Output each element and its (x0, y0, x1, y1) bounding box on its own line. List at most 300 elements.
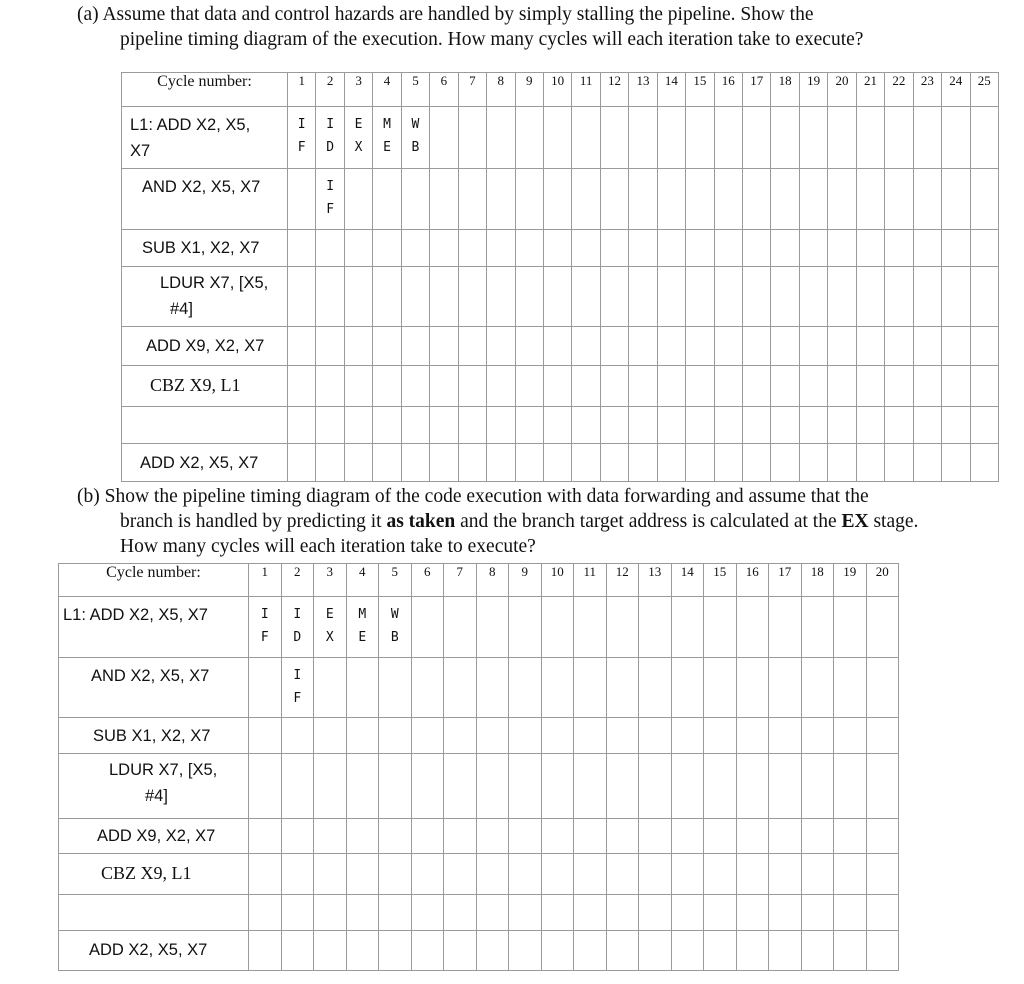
stage-cell (714, 267, 742, 327)
stage-cell (657, 407, 685, 444)
stage-cell (639, 931, 672, 971)
stage-cell (411, 658, 444, 718)
question-b-text: stage. (868, 511, 919, 532)
stage-letter: X (325, 630, 334, 645)
instruction-label (122, 444, 288, 482)
question-a-line-1: (a) Assume that data and control hazards are handled by simply stalling the pipeline. Show the (77, 4, 814, 25)
cycle-number-18: 18 (801, 564, 834, 597)
stage-cell (771, 407, 799, 444)
timing-table-a (121, 72, 999, 482)
stage-cell (671, 658, 704, 718)
stage-letter: E (383, 140, 391, 155)
stage-cell (736, 895, 769, 931)
stage-cell (543, 267, 571, 327)
stage-cell (743, 366, 771, 407)
instruction-label (59, 658, 249, 718)
stage-cell (249, 754, 282, 819)
stage-letter: M (358, 607, 367, 622)
stage-cell (411, 597, 444, 658)
stage-cell (346, 718, 379, 754)
cycle-number-9: 9 (509, 564, 542, 597)
question-b-emph-taken: as taken (386, 511, 456, 532)
stage-cell (686, 230, 714, 267)
stage-cell (629, 366, 657, 407)
stage-cell (344, 267, 372, 327)
stage-cell (600, 366, 628, 407)
stage-cell (543, 407, 571, 444)
stage-cell (444, 854, 477, 895)
stage-cell (866, 895, 899, 931)
stage-cell (344, 407, 372, 444)
stage-cell (629, 407, 657, 444)
stage-cell (771, 267, 799, 327)
stage-cell (487, 407, 515, 444)
stage-cell (430, 444, 458, 482)
stage-cell (314, 854, 347, 895)
stage-cell (288, 366, 316, 407)
timing-table-b (58, 563, 899, 971)
stage-cell (401, 107, 429, 169)
stage-cell (856, 327, 884, 366)
stage-cell (606, 854, 639, 895)
cycle-number-5: 5 (379, 564, 412, 597)
stage-cell (476, 754, 509, 819)
stage-cell (942, 366, 970, 407)
instruction-label (59, 854, 249, 895)
stage-cell (639, 658, 672, 718)
stage-cell (288, 107, 316, 169)
stage-cell (515, 107, 543, 169)
stage-cell (288, 230, 316, 267)
stage-cell (509, 895, 542, 931)
stage-cell (458, 407, 486, 444)
stage-letter: I (326, 179, 335, 194)
stage-cell (942, 169, 970, 230)
stage-cell (942, 107, 970, 169)
stage-cell (281, 819, 314, 854)
stage-cell (657, 107, 685, 169)
stage-cell (913, 407, 941, 444)
instruction-label (59, 895, 249, 931)
stage-cell (799, 267, 827, 327)
stage-cell (769, 895, 802, 931)
stage-cell (379, 854, 412, 895)
stage-cell (541, 931, 574, 971)
stage-cell (458, 327, 486, 366)
instruction-row (59, 658, 899, 718)
stage-cell (572, 169, 600, 230)
stage-cell (316, 230, 344, 267)
stage-cell (509, 658, 542, 718)
stage-cell (444, 754, 477, 819)
cycle-number-1: 1 (249, 564, 282, 597)
stage-cell (476, 718, 509, 754)
stage-cell (885, 107, 913, 169)
stage-cell (970, 366, 998, 407)
stage-letter: I (326, 117, 335, 132)
stage-cell (866, 931, 899, 971)
stage-cell (444, 718, 477, 754)
stage-cell (686, 107, 714, 169)
instruction-text: CBZ X9, L1 (101, 863, 192, 883)
stage-cell (736, 931, 769, 971)
stage-cell (515, 444, 543, 482)
instruction-text: X7 (130, 142, 151, 160)
stage-cell (314, 658, 347, 718)
stage-letter: E (358, 630, 367, 645)
stage-cell (671, 895, 704, 931)
cycle-number-22: 22 (885, 73, 913, 107)
stage-cell (769, 754, 802, 819)
stage-cell (606, 658, 639, 718)
stage-cell (799, 327, 827, 366)
stage-cell (458, 366, 486, 407)
cycle-number-4: 4 (373, 73, 401, 107)
stage-cell (444, 658, 477, 718)
instruction-text: ADD X2, X5, X7 (140, 454, 259, 472)
stage-cell (771, 444, 799, 482)
stage-cell (574, 754, 607, 819)
stage-cell (572, 327, 600, 366)
stage-cell (373, 366, 401, 407)
stage-cell (639, 754, 672, 819)
instruction-text: SUB X1, X2, X7 (93, 727, 211, 745)
stage-cell (704, 658, 737, 718)
stage-cell (686, 169, 714, 230)
cycle-number-17: 17 (769, 564, 802, 597)
stage-cell (379, 895, 412, 931)
stage-cell (657, 169, 685, 230)
stage-cell (828, 169, 856, 230)
stage-cell (913, 169, 941, 230)
stage-letter: W (411, 117, 420, 132)
stage-letter: I (293, 607, 302, 622)
stage-cell (574, 718, 607, 754)
cycle-number-15: 15 (686, 73, 714, 107)
stage-cell (913, 230, 941, 267)
stage-letter: D (293, 630, 302, 645)
cycle-number-14: 14 (671, 564, 704, 597)
stage-cell (314, 597, 347, 658)
stage-cell (913, 107, 941, 169)
cycle-number-10: 10 (541, 564, 574, 597)
instruction-label (59, 931, 249, 971)
stage-cell (834, 819, 867, 854)
stage-cell (828, 267, 856, 327)
stage-cell (509, 854, 542, 895)
cycle-number-23: 23 (913, 73, 941, 107)
instruction-label (122, 169, 288, 230)
cycle-number-25: 25 (970, 73, 998, 107)
stage-cell (885, 407, 913, 444)
stage-cell (600, 169, 628, 230)
stage-cell (799, 107, 827, 169)
stage-cell (373, 230, 401, 267)
stage-cell (885, 327, 913, 366)
stage-cell (346, 597, 379, 658)
stage-cell (316, 267, 344, 327)
cycle-number-15: 15 (704, 564, 737, 597)
stage-cell (346, 819, 379, 854)
instruction-row (122, 169, 999, 230)
stage-cell (430, 366, 458, 407)
question-a (77, 2, 863, 52)
stage-cell (401, 230, 429, 267)
stage-cell (799, 366, 827, 407)
stage-cell (373, 107, 401, 169)
stage-cell (671, 931, 704, 971)
stage-cell (401, 267, 429, 327)
stage-cell (288, 169, 316, 230)
stage-cell (281, 931, 314, 971)
stage-cell (515, 267, 543, 327)
stage-cell (444, 931, 477, 971)
stage-cell (801, 597, 834, 658)
stage-cell (430, 169, 458, 230)
stage-cell (411, 819, 444, 854)
cycle-number-14: 14 (657, 73, 685, 107)
stage-cell (574, 854, 607, 895)
cycle-number-9: 9 (515, 73, 543, 107)
stage-cell (743, 327, 771, 366)
stage-cell (458, 169, 486, 230)
stage-cell (657, 267, 685, 327)
stage-letter: B (390, 630, 399, 645)
stage-cell (704, 819, 737, 854)
instruction-text: SUB X1, X2, X7 (142, 239, 260, 257)
instruction-label (122, 107, 288, 169)
stage-cell (430, 407, 458, 444)
stage-cell (828, 230, 856, 267)
stage-cell (834, 658, 867, 718)
stage-cell (856, 267, 884, 327)
stage-letter: I (293, 668, 302, 683)
stage-cell (344, 230, 372, 267)
stage-cell (885, 169, 913, 230)
stage-cell (458, 267, 486, 327)
stage-cell (379, 754, 412, 819)
stage-cell (801, 718, 834, 754)
stage-cell (834, 931, 867, 971)
instruction-label (122, 327, 288, 366)
stage-cell (686, 327, 714, 366)
instruction-row (122, 107, 999, 169)
stage-cell (913, 267, 941, 327)
header-row (122, 73, 999, 107)
cycle-number-6: 6 (411, 564, 444, 597)
instruction-label (122, 407, 288, 444)
stage-cell (346, 931, 379, 971)
cycle-number-7: 7 (444, 564, 477, 597)
instruction-text: LDUR X7, [X5, (109, 761, 218, 779)
stage-cell (671, 819, 704, 854)
stage-cell (799, 230, 827, 267)
stage-cell (671, 854, 704, 895)
stage-cell (487, 327, 515, 366)
cycle-number-5: 5 (401, 73, 429, 107)
stage-cell (249, 597, 282, 658)
stage-cell (541, 854, 574, 895)
cycle-number-label: Cycle number: (59, 564, 249, 597)
stage-cell (714, 230, 742, 267)
stage-cell (281, 658, 314, 718)
stage-cell (970, 407, 998, 444)
stage-cell (771, 107, 799, 169)
stage-cell (885, 366, 913, 407)
stage-cell (942, 444, 970, 482)
stage-cell (346, 895, 379, 931)
cycle-number-20: 20 (828, 73, 856, 107)
stage-cell (288, 267, 316, 327)
stage-cell (346, 658, 379, 718)
stage-cell (541, 718, 574, 754)
stage-cell (316, 407, 344, 444)
instruction-row (59, 931, 899, 971)
stage-cell (444, 597, 477, 658)
cycle-number-3: 3 (344, 73, 372, 107)
stage-cell (606, 895, 639, 931)
stage-cell (572, 230, 600, 267)
stage-cell (799, 169, 827, 230)
stage-cell (401, 169, 429, 230)
stage-cell (686, 366, 714, 407)
stage-cell (736, 597, 769, 658)
cycle-number-19: 19 (834, 564, 867, 597)
stage-cell (344, 444, 372, 482)
stage-cell (639, 854, 672, 895)
stage-cell (657, 444, 685, 482)
stage-cell (541, 597, 574, 658)
stage-cell (316, 327, 344, 366)
stage-cell (771, 366, 799, 407)
question-b-line-1: (b) Show the pipeline timing diagram of the code execution with data forwarding and assume that the (77, 486, 869, 507)
stage-cell (828, 107, 856, 169)
stage-cell (249, 819, 282, 854)
stage-cell (629, 230, 657, 267)
stage-cell (379, 819, 412, 854)
stage-cell (714, 327, 742, 366)
stage-cell (801, 931, 834, 971)
cycle-number-16: 16 (736, 564, 769, 597)
stage-cell (828, 327, 856, 366)
stage-cell (543, 366, 571, 407)
stage-cell (606, 819, 639, 854)
instruction-label (59, 754, 249, 819)
stage-cell (281, 854, 314, 895)
stage-cell (799, 444, 827, 482)
cycle-number-13: 13 (629, 73, 657, 107)
stage-cell (401, 407, 429, 444)
instruction-row (122, 230, 999, 267)
stage-cell (769, 931, 802, 971)
stage-cell (444, 895, 477, 931)
stage-cell (288, 407, 316, 444)
stage-cell (476, 895, 509, 931)
stage-cell (379, 658, 412, 718)
stage-cell (801, 854, 834, 895)
stage-cell (373, 169, 401, 230)
stage-cell (828, 366, 856, 407)
instruction-text: #4] (170, 300, 193, 318)
stage-cell (866, 597, 899, 658)
stage-cell (344, 366, 372, 407)
stage-cell (714, 169, 742, 230)
stage-cell (430, 230, 458, 267)
stage-cell (866, 718, 899, 754)
stage-letter: B (411, 140, 420, 155)
stage-cell (379, 718, 412, 754)
stage-cell (834, 718, 867, 754)
cycle-number-12: 12 (606, 564, 639, 597)
instruction-text: ADD X9, X2, X7 (146, 337, 265, 355)
stage-cell (281, 895, 314, 931)
stage-cell (572, 267, 600, 327)
stage-letter: X (354, 140, 363, 155)
stage-cell (771, 327, 799, 366)
stage-cell (401, 366, 429, 407)
stage-cell (373, 327, 401, 366)
stage-cell (686, 407, 714, 444)
stage-cell (736, 819, 769, 854)
instruction-row (122, 444, 999, 482)
stage-cell (834, 895, 867, 931)
instruction-text: CBZ X9, L1 (150, 375, 241, 395)
cycle-number-8: 8 (487, 73, 515, 107)
stage-cell (543, 169, 571, 230)
cycle-number-12: 12 (600, 73, 628, 107)
instruction-row (59, 754, 899, 819)
stage-cell (736, 658, 769, 718)
stage-cell (487, 366, 515, 407)
stage-cell (629, 169, 657, 230)
cycle-number-8: 8 (476, 564, 509, 597)
stage-cell (476, 597, 509, 658)
stage-cell (249, 658, 282, 718)
cycle-number-20: 20 (866, 564, 899, 597)
stage-cell (600, 407, 628, 444)
stage-cell (704, 895, 737, 931)
stage-cell (572, 366, 600, 407)
question-b-line-3: How many cycles will each iteration take to execute? (120, 536, 536, 557)
stage-cell (574, 931, 607, 971)
stage-cell (828, 444, 856, 482)
stage-cell (509, 597, 542, 658)
stage-cell (629, 327, 657, 366)
stage-cell (686, 444, 714, 482)
stage-cell (629, 267, 657, 327)
stage-letter: I (260, 607, 269, 622)
stage-cell (515, 407, 543, 444)
stage-cell (344, 169, 372, 230)
instruction-label (122, 267, 288, 327)
stage-cell (671, 597, 704, 658)
stage-cell (346, 854, 379, 895)
stage-cell (606, 597, 639, 658)
stage-cell (249, 718, 282, 754)
stage-cell (476, 658, 509, 718)
stage-cell (543, 444, 571, 482)
stage-cell (316, 366, 344, 407)
stage-cell (743, 444, 771, 482)
stage-cell (771, 230, 799, 267)
stage-cell (866, 854, 899, 895)
stage-letter: M (383, 117, 391, 132)
stage-cell (249, 931, 282, 971)
question-b-line-2 (77, 509, 918, 534)
cycle-number-label: Cycle number: (122, 73, 288, 107)
stage-cell (856, 407, 884, 444)
stage-cell (316, 169, 344, 230)
